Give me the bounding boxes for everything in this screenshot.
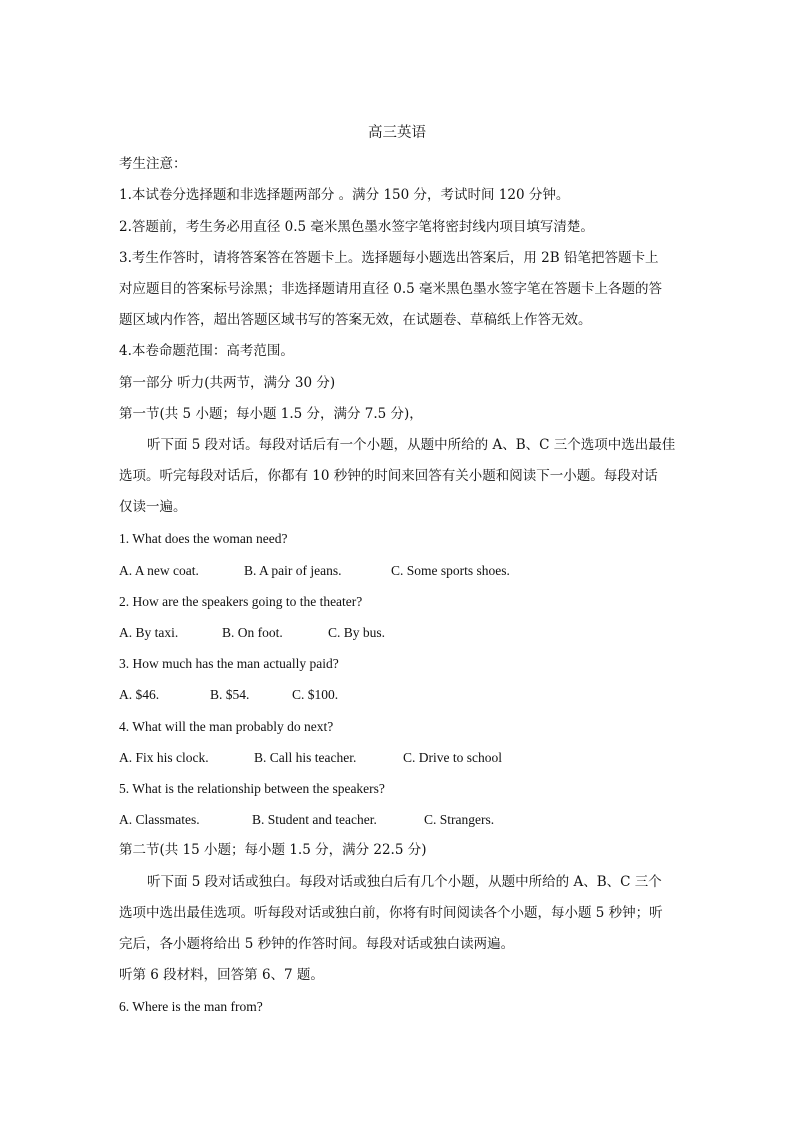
exam-page <box>119 118 675 1022</box>
option-c: C. By bus. <box>328 625 386 640</box>
section1-heading: 第一节(共 5 小题；每小题 1.5 分，满分 7.5 分)， <box>119 405 423 422</box>
question-3: 3. How much has the man actually paid? <box>119 656 339 672</box>
option-a: A. Fix his clock. <box>119 749 209 765</box>
option-a: A. A new coat. <box>119 562 199 578</box>
option-b: B. Student and teacher. <box>252 812 377 828</box>
section2-instruction: 选项中选出最佳选项。听每段对话或独白前，你将有时间阅读各个小题，每小题 5 秒钟；听 <box>119 904 663 921</box>
question-5: 5. What is the relationship between the speakers? <box>119 780 385 796</box>
option-c: C. $100. <box>292 687 339 703</box>
notice-1: 1.本试卷分选择题和非选择题两部分 。满分 150 分，考试时间 120 分钟。 <box>119 187 570 204</box>
option-c: C. Drive to school <box>403 749 502 765</box>
section1-instruction: 仅读一遍。 <box>119 499 187 516</box>
notice-2: 2.答题前，考生务必用直径 0.5 毫米黑色墨水签字笔将密封线内项目填写清楚。 <box>119 218 594 235</box>
section1-instruction: 听下面 5 段对话。每段对话后有一个小题，从题中所给的 A、B、C 三个选项中选出最佳 <box>147 436 676 453</box>
material-6-heading: 听第 6 段材料，回答第 6、7 题。 <box>119 967 324 984</box>
section2-instruction: 听下面 5 段对话或独白。每段对话或独白后有几个小题，从题中所给的 A、B、C 三个 <box>147 873 662 890</box>
question-1: 1. What does the woman need? <box>119 531 288 547</box>
notice-3-cont: 对应题目的答案标号涂黑；非选择题请用直径 0.5 毫米黑色墨水签字笔在答题卡上各题的答 <box>119 280 663 297</box>
options-5 <box>119 804 675 835</box>
options-4 <box>119 742 675 773</box>
option-b: B. On foot. <box>222 625 283 640</box>
notice-3-cont2: 题区域内作答，超出答题区域书写的答案无效，在试题卷、草稿纸上作答无效。 <box>119 312 592 329</box>
option-c: C. Strangers. <box>424 812 495 828</box>
part1-heading: 第一部分 听力(共两节，满分 30 分) <box>119 374 336 391</box>
section2-heading: 第二节(共 15 小题；每小题 1.5 分，满分 22.5 分) <box>119 842 427 859</box>
option-b: B. Call his teacher. <box>254 749 357 765</box>
options-3 <box>119 679 675 710</box>
option-a: A. $46. <box>119 687 160 703</box>
options-2 <box>119 617 675 648</box>
notice-4: 4.本卷命题范围：高考范围。 <box>119 343 294 360</box>
page-title: 高三英语 <box>368 125 426 141</box>
section1-instruction: 选项。听完每段对话后，你都有 10 秒钟的时间来回答有关小题和阅读下一小题。每段对话 <box>119 468 658 485</box>
options-1 <box>119 555 675 586</box>
question-2: 2. How are the speakers going to the theater? <box>119 593 363 609</box>
notice-heading: 考生注意： <box>119 156 187 173</box>
notice-3: 3.考生作答时，请将答案答在答题卡上。选择题每小题选出答案后，用 2B 铅笔把答题卡上 <box>119 249 659 266</box>
question-6: 6. Where is the man from? <box>119 999 263 1015</box>
option-a: A. By taxi. <box>119 625 179 640</box>
option-b: B. $54. <box>210 687 250 703</box>
question-4: 4. What will the man probably do next? <box>119 718 334 734</box>
option-b: B. A pair of jeans. <box>244 562 342 578</box>
option-c: C. Some sports shoes. <box>391 562 510 578</box>
option-a: A. Classmates. <box>119 812 200 828</box>
section2-instruction: 完后，各小题将给出 5 秒钟的作答时间。每段对话或独白读两遍。 <box>119 935 515 952</box>
